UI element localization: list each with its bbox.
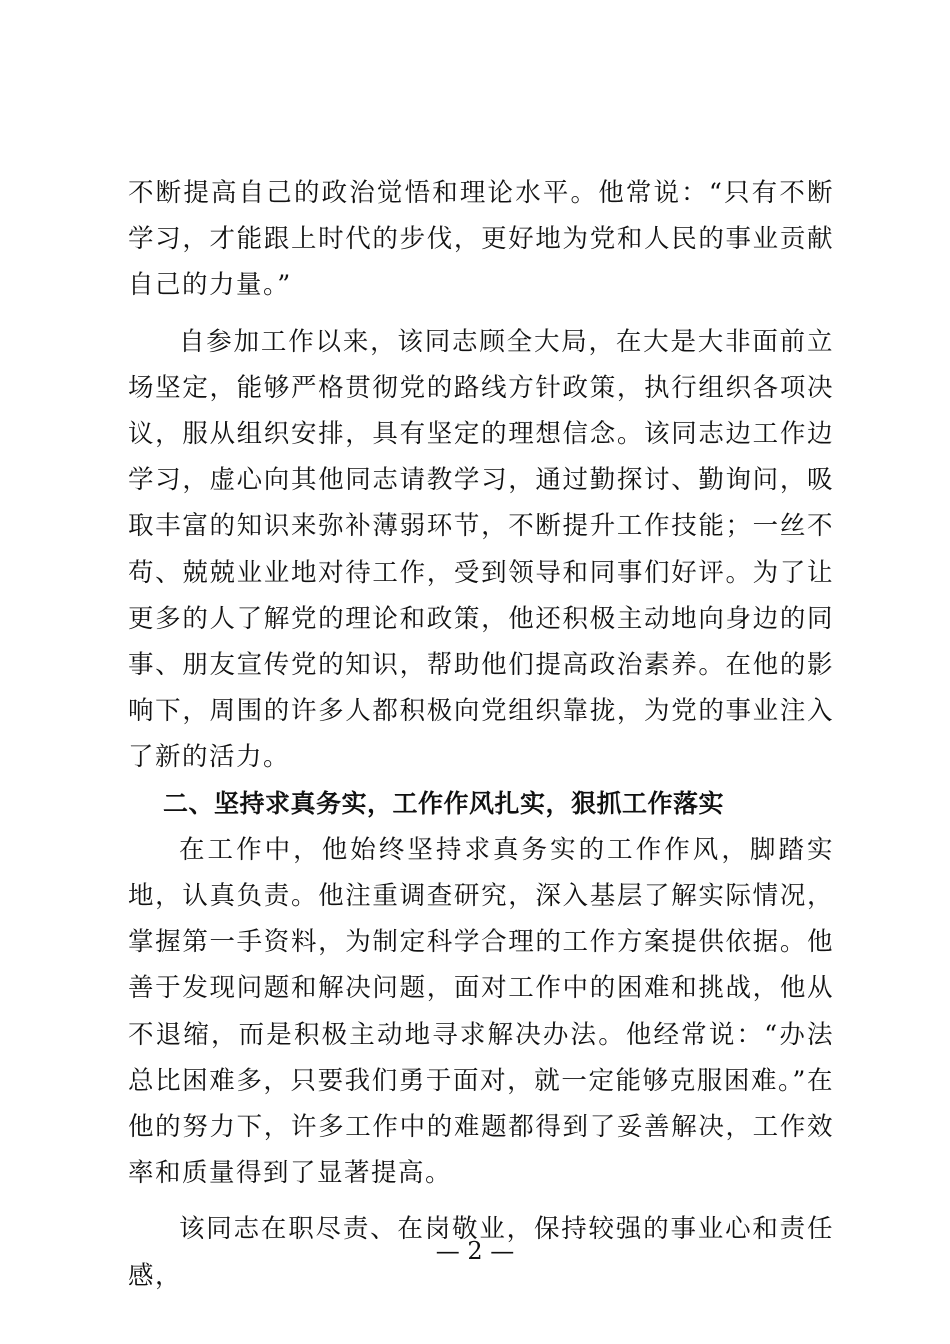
page-number: — 2 — bbox=[435, 1237, 515, 1265]
paragraph-gap bbox=[128, 1196, 834, 1206]
paragraph-political-stance: 自参加工作以来，该同志顾全大局，在大是大非面前立场坚定，能够严格贯彻党的路线方针政策，执行组织各项决议，服从组织安排，具有坚定的理想信念。该同志边工作边学习，虚心向其他同志请教学习，通过勤探讨、勤询问，吸取丰富的知识来弥补薄弱环节，不断提升工作技能；一丝不苟、兢兢业业地对待工作，受到领导和同事们好评。为了让更多的人了解党的理论和政策，他还积极主动地向身边的同事、朋友宣传党的知识，帮助他们提高政治素养。在他的影响下，周围的许多人都积极向党组织靠拢，为党的事业注入了新的活力。 bbox=[128, 326, 834, 773]
section-heading-2: 二、坚持求真务实，工作作风扎实，狠抓工作落实 bbox=[163, 788, 725, 818]
paragraph-continuation: 不断提高自己的政治觉悟和理论水平。他常说：“只有不断学习，才能跟上时代的步伐，更好地为党和人民的事业贡献自己的力量。” bbox=[128, 178, 834, 301]
paragraph-gap bbox=[128, 309, 834, 319]
document-body bbox=[128, 170, 834, 1299]
paragraph-work-style: 在工作中，他始终坚持求真务实的工作作风，脚踏实地，认真负责。他注重调查研究，深入基层了解实际情况，掌握第一手资料，为制定科学合理的工作方案提供依据。他善于发现问题和解决问题，面对工作中的困难和挑战，他从不退缩，而是积极主动地寻求解决办法。他经常说：“办法总比困难多，只要我们勇于面对，就一定能够克服困难。”在他的努力下，许多工作中的难题都得到了妥善解决，工作效率和质量得到了显著提高。 bbox=[128, 834, 834, 1189]
paragraph-responsibility: 该同志在职尽责、在岗敬业，保持较强的事业心和责任感， bbox=[128, 1214, 834, 1291]
